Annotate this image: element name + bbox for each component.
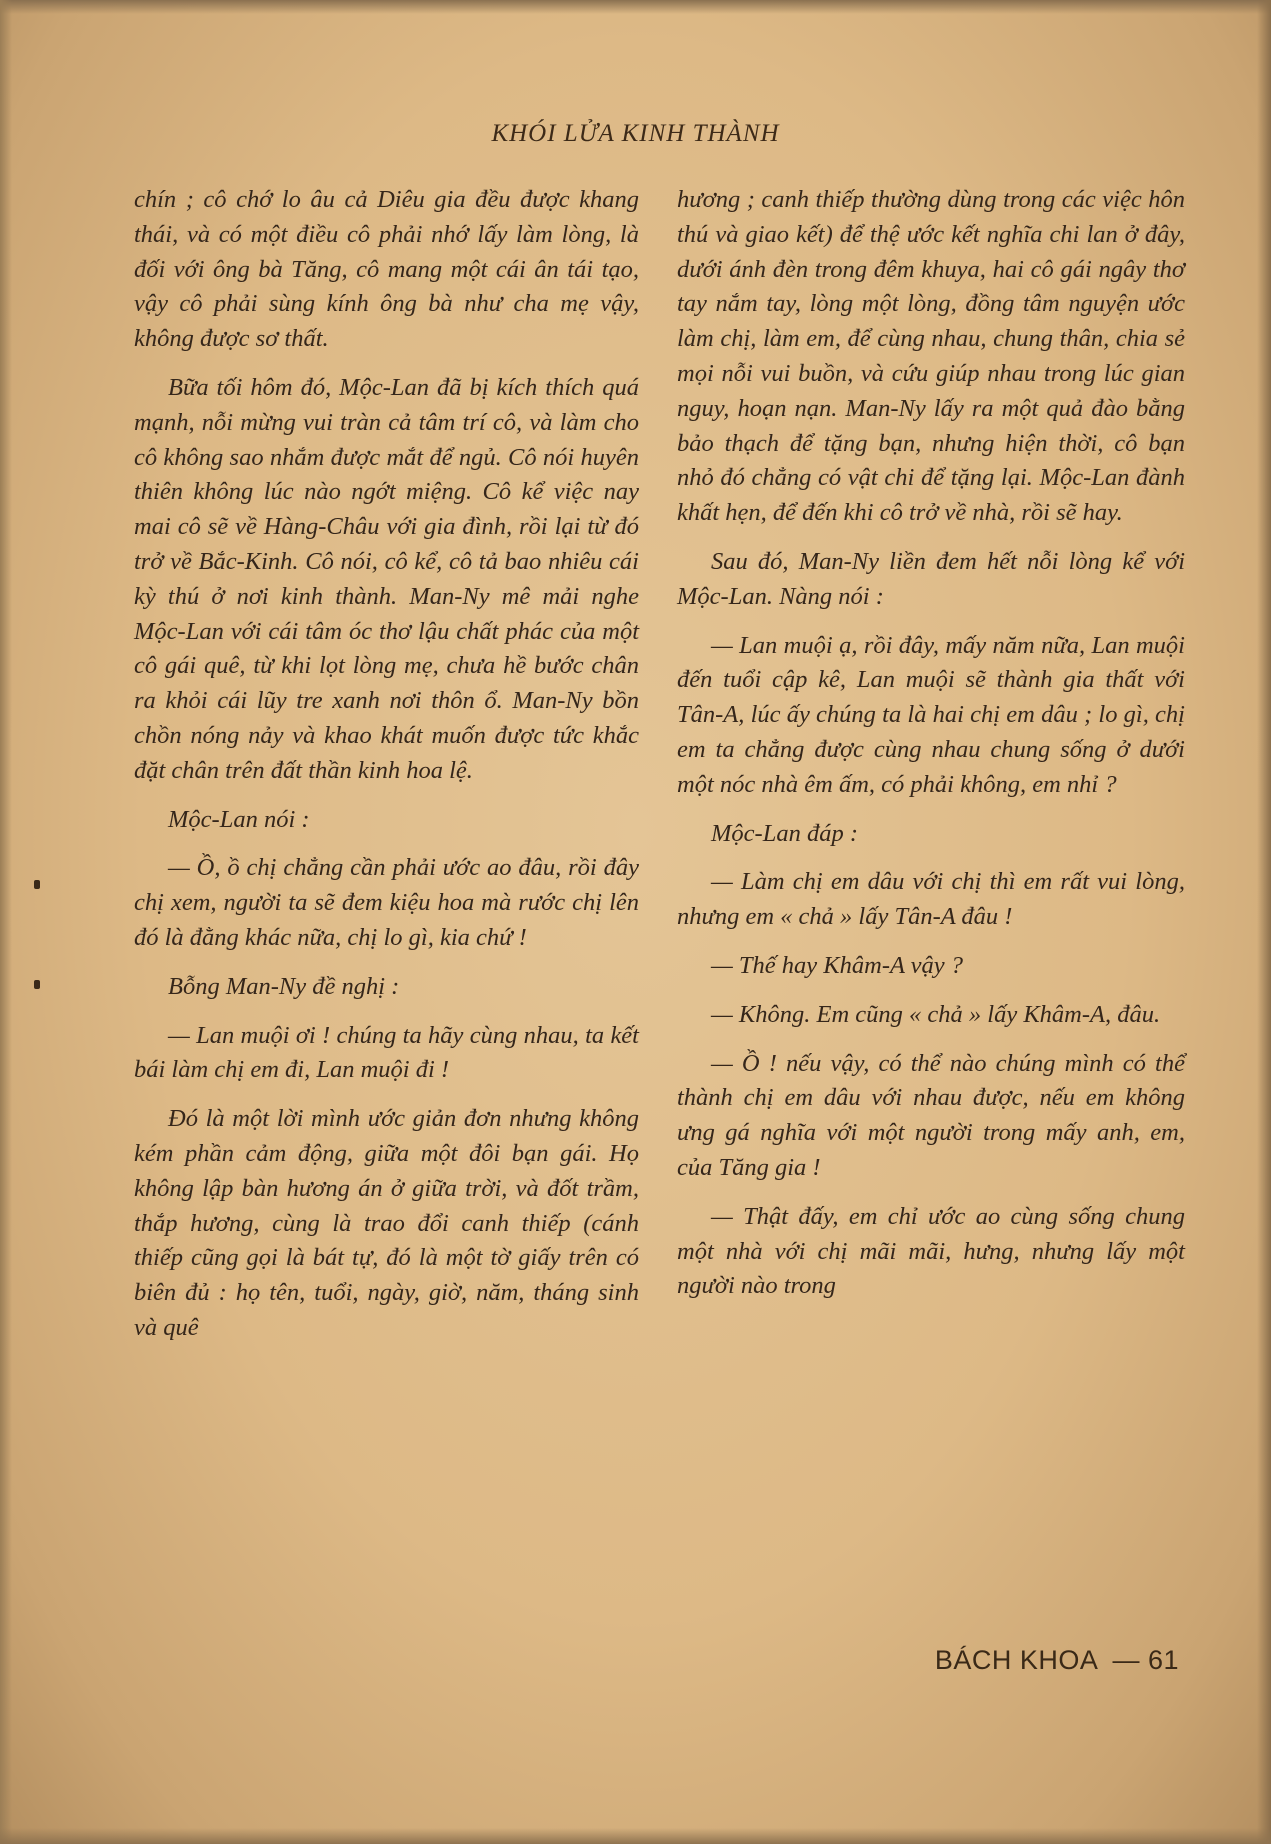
paragraph: chín ; cô chớ lo âu cả Diêu gia đều được khang thái, và có một điều cô phải nhớ lấy làm lòng, là đối với ông bà Tăng, cô mang một cái ân tái tạo, vậy cô phải sùng kính ông bà như cha mẹ vậy, không được sơ thất. (134, 186, 639, 353)
paragraph: — Làm chị em dâu với chị thì em rất vui lòng, nhưng em « chả » lấy Tân-A đâu ! (677, 868, 1185, 931)
page-edge-shadow (0, 1828, 1271, 1844)
paragraph: Bữa tối hôm đó, Mộc-Lan đã bị kích thích quá mạnh, nỗi mừng vui tràn cả tâm trí cô, và làm cho cô không sao nhắm được mắt để ngủ. Cô nói huyên thiên không lúc nào ngớt miệng. Cô kể việc nay mai cô sẽ về Hàng-Châu với gia đình, rồi lại từ đó trở về Bắc-Kinh. Cô nói, cô kể, cô tả bao nhiêu cái kỳ thú ở nơi kinh thành. Man-Ny mê mải nghe Mộc-Lan với cái tâm óc thơ lậu chất phác của một cô gái quê, từ khi lọt lòng mẹ, chưa hề bước chân ra khỏi cái lũy tre xanh nơi thôn ổ. Man-Ny bồn chồn nóng nảy và khao khát muốn được tức khắc đặt chân trên đất thần kinh hoa lệ. (134, 373, 639, 784)
binding-hole-mark (34, 980, 40, 989)
left-text-column (134, 183, 639, 1360)
running-head: KHÓI LỬA KINH THÀNH (491, 120, 780, 147)
binding-hole-mark (34, 880, 40, 889)
page-footer (935, 1645, 1179, 1676)
paragraph: — Thật đấy, em chỉ ước ao cùng sống chung một nhà với chị mãi mãi, hưng, nhưng lấy một người nào trong (677, 1202, 1185, 1300)
paragraph: Mộc-Lan đáp : (711, 819, 858, 847)
page-edge-shadow (1257, 0, 1271, 1844)
page-edge-shadow (0, 0, 1271, 14)
paragraph: Mộc-Lan nói : (168, 805, 310, 833)
paragraph: — Lan muội ơi ! chúng ta hãy cùng nhau, ta kết bái làm chị em đi, Lan muội đi ! (134, 1021, 639, 1084)
magazine-name: BÁCH KHOA (934, 1645, 1099, 1675)
paragraph: — Ồ, ồ chị chẳng cần phải ước ao đâu, rồi đây chị xem, người ta sẽ đem kiệu hoa mà rước chị lên đó là đằng khác nữa, chị lo gì, kia chứ ! (134, 854, 639, 951)
paragraph: — Thế hay Khâm-A vậy ? (711, 951, 963, 979)
paragraph: Đó là một lời mình ước giản đơn nhưng không kém phần cảm động, giữa một đôi bạn gái. Họ không lập bàn hương án ở giữa trời, và đốt trầm, thắp hương, cùng là trao đổi canh thiếp (cánh thiếp cũng gọi là bát tự, đó là một tờ giấy trên có biên đủ : họ tên, tuổi, ngày, giờ, năm, tháng sinh và quê (134, 1105, 639, 1341)
paragraph: — Ồ ! nếu vậy, có thể nào chúng mình có thể thành chị em dâu với nhau được, nếu em không ưng gá nghĩa với một người trong mấy anh, em, của Tăng gia ! (677, 1049, 1185, 1181)
page-number: 61 (1147, 1645, 1179, 1675)
paragraph: hương ; canh thiếp thường dùng trong các việc hôn thú và giao kết) để thệ ước kết nghĩa chi lan ở đây, dưới ánh đèn trong đêm khuya, hai cô gái ngây thơ tay nắm tay, lòng một lòng, đồng tâm nguyện ước làm chị, làm em, để cùng nhau, chung thân, chia sẻ mọi nỗi vui buồn, và cứu giúp nhau trong lúc gian nguy, hoạn nạn. Man-Ny lấy ra một quả đào bằng bảo thạch để tặng bạn, nhưng hiện thời, cô bạn nhỏ đó chẳng có vật chi để tặng lại. Mộc-Lan đành khất hẹn, để đến khi cô trở về nhà, rồi sẽ hay. (677, 186, 1185, 527)
paragraph: — Lan muội ạ, rồi đây, mấy năm nữa, Lan muội đến tuổi cập kê, Lan muội sẽ thành gia thất với Tân-A, lúc ấy chúng ta là hai chị em dâu ; lo gì, chị em ta chẳng được cùng nhau chung sống ở dưới một nóc nhà êm ấm, có phải không, em nhỉ ? (677, 631, 1185, 798)
right-text-column (677, 183, 1185, 1318)
paragraph: Sau đó, Man-Ny liền đem hết nỗi lòng kể với Mộc-Lan. Nàng nói : (677, 547, 1185, 610)
paragraph: — Không. Em cũng « chả » lấy Khâm-A, đâu. (711, 1000, 1161, 1028)
paragraph: Bỗng Man-Ny đề nghị : (168, 972, 400, 1000)
page-edge-shadow (0, 0, 12, 1844)
footer-dash: — (1112, 1645, 1140, 1675)
